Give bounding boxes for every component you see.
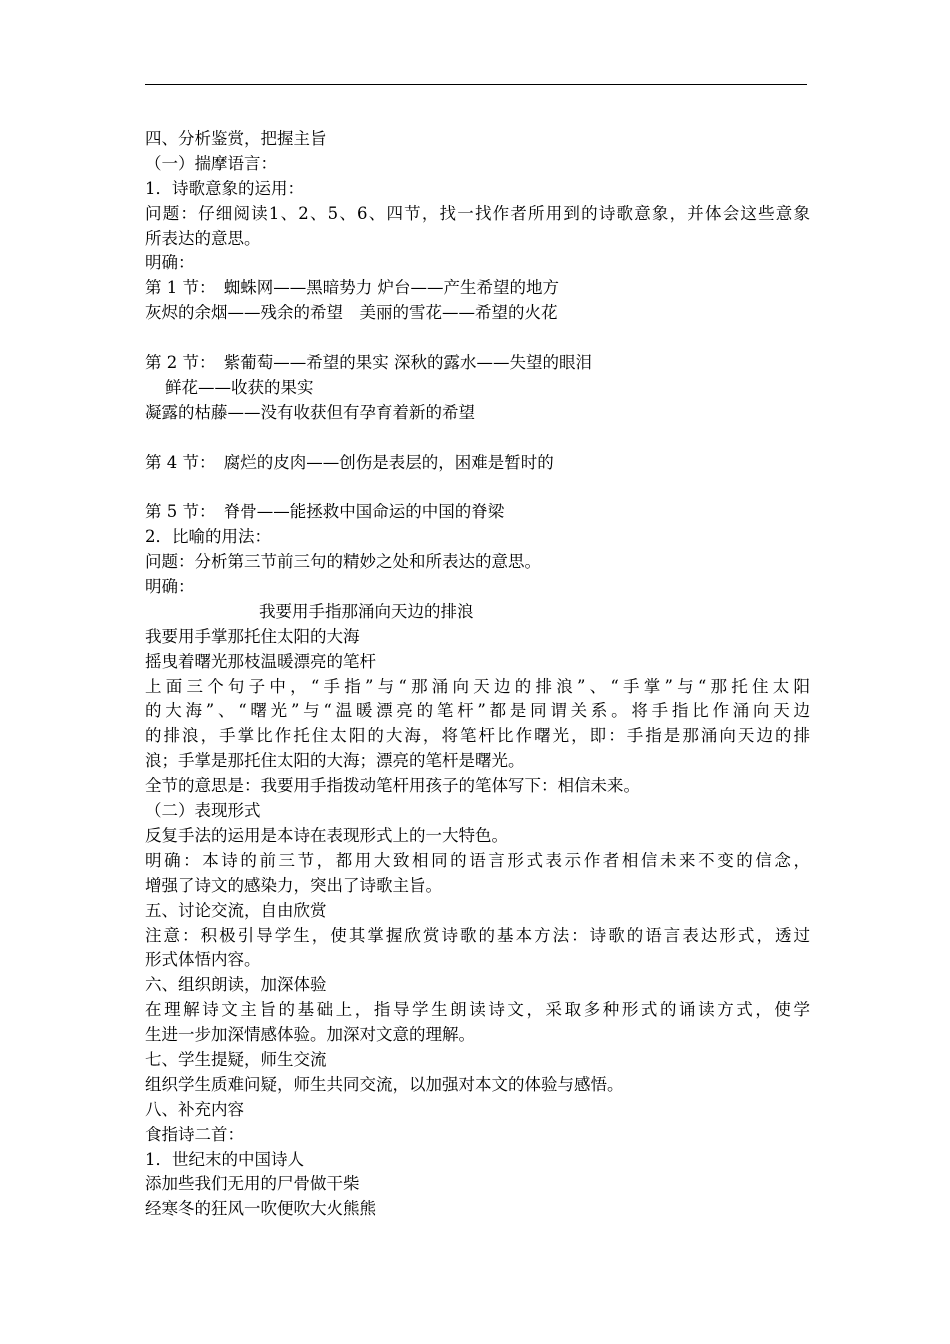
paragraph-line: 上面三个句子中，“手指”与“那涌向天边的排浪”、“手掌”与“那托住太阳	[145, 676, 810, 696]
paragraph-line: 的大海”、“曙光”与“温暖漂亮的笔杆”都是同谓关系。将手指比作涌向天边	[145, 701, 810, 721]
item-heading: 1．诗歌意象的运用：	[145, 178, 304, 198]
paragraph-line: 问题：仔细阅读1、2、5、6、四节，找一找作者所用到的诗歌意象，并体会这些意象	[145, 203, 810, 223]
paragraph-line: 全节的意思是：我要用手指拨动笔杆用孩子的笔体写下：相信未来。	[145, 776, 640, 796]
paragraph-line: 的排浪，手掌比作托住太阳的大海，将笔杆比作曙光，即：手指是那涌向天边的排	[145, 726, 810, 746]
paragraph-line: 组织学生质难问疑，师生共同交流，以加强对本文的体验与感悟。	[145, 1074, 624, 1094]
paragraph-line: 灰烬的余烟——残余的希望 美丽的雪花——希望的火花	[145, 303, 558, 323]
paragraph-line: 凝露的枯藤——没有收获但有孕育着新的希望	[145, 402, 475, 422]
item-heading: 1．世纪末的中国诗人	[145, 1149, 304, 1169]
paragraph-line: 第 2 节： 紫葡萄——希望的果实 深秋的露水——失望的眼泪	[145, 353, 592, 373]
paragraph-line: 第 5 节： 脊骨——能拯救中国命运的中国的脊梁	[145, 502, 505, 522]
section-heading: 五、讨论交流，自由欣赏	[145, 900, 327, 920]
poem-line: 我要用手指那涌向天边的排浪	[259, 601, 474, 621]
paragraph-line: 明确：本诗的前三节，都用大致相同的语言形式表示作者相信未来不变的信念，	[145, 850, 810, 870]
poem-line: 经寒冬的狂风一吹便吹大火熊熊	[145, 1199, 376, 1219]
blank-line	[145, 326, 810, 351]
paragraph-line: 问题：分析第三节前三句的精妙之处和所表达的意思。	[145, 552, 541, 572]
blank-line	[145, 426, 810, 451]
paragraph-line: 形式体悟内容。	[145, 950, 261, 970]
subsection-heading: （二）表现形式	[145, 801, 261, 821]
paragraph-line: 反复手法的运用是本诗在表现形式上的一大特色。	[145, 825, 508, 845]
paragraph-line: 生进一步加深情感体验。加深对文意的理解。	[145, 1025, 475, 1045]
paragraph-line: 明确：	[145, 577, 195, 597]
header-rule	[145, 84, 807, 85]
paragraph-line: 增强了诗文的感染力，突出了诗歌主旨。	[145, 875, 442, 895]
blank-line	[145, 475, 810, 500]
paragraph-line: 明确：	[145, 253, 195, 273]
paragraph-line: 鲜花——收获的果实	[165, 377, 314, 397]
paragraph-line: 第 1 节： 蜘蛛网——黑暗势力 炉台——产生希望的地方	[145, 278, 559, 298]
item-heading: 2．比喻的用法：	[145, 527, 271, 547]
subsection-heading: （一）揣摩语言：	[145, 153, 277, 173]
poem-line: 添加些我们无用的尸骨做干柴	[145, 1174, 360, 1194]
poem-line: 我要用手掌那托住太阳的大海	[145, 626, 360, 646]
paragraph-line: 食指诗二首：	[145, 1124, 244, 1144]
section-heading: 六、组织朗读，加深体验	[145, 975, 327, 995]
poem-line: 摇曳着曙光那枝温暖漂亮的笔杆	[145, 651, 376, 671]
section-heading: 四、分析鉴赏，把握主旨	[145, 129, 327, 148]
paragraph-line: 所表达的意思。	[145, 228, 261, 248]
paragraph-line: 在理解诗文主旨的基础上，指导学生朗读诗文，采取多种形式的诵读方式，使学	[145, 1000, 810, 1020]
document-body	[145, 127, 810, 1222]
paragraph-line: 注意：积极引导学生，使其掌握欣赏诗歌的基本方法：诗歌的语言表达形式，透过	[145, 925, 810, 945]
paragraph-line: 浪；手掌是那托住太阳的大海；漂亮的笔杆是曙光。	[145, 751, 525, 771]
paragraph-line: 第 4 节： 腐烂的皮肉——创伤是表层的，困难是暂时的	[145, 452, 554, 472]
section-heading: 七、学生提疑，师生交流	[145, 1049, 327, 1069]
section-heading: 八、补充内容	[145, 1099, 244, 1119]
